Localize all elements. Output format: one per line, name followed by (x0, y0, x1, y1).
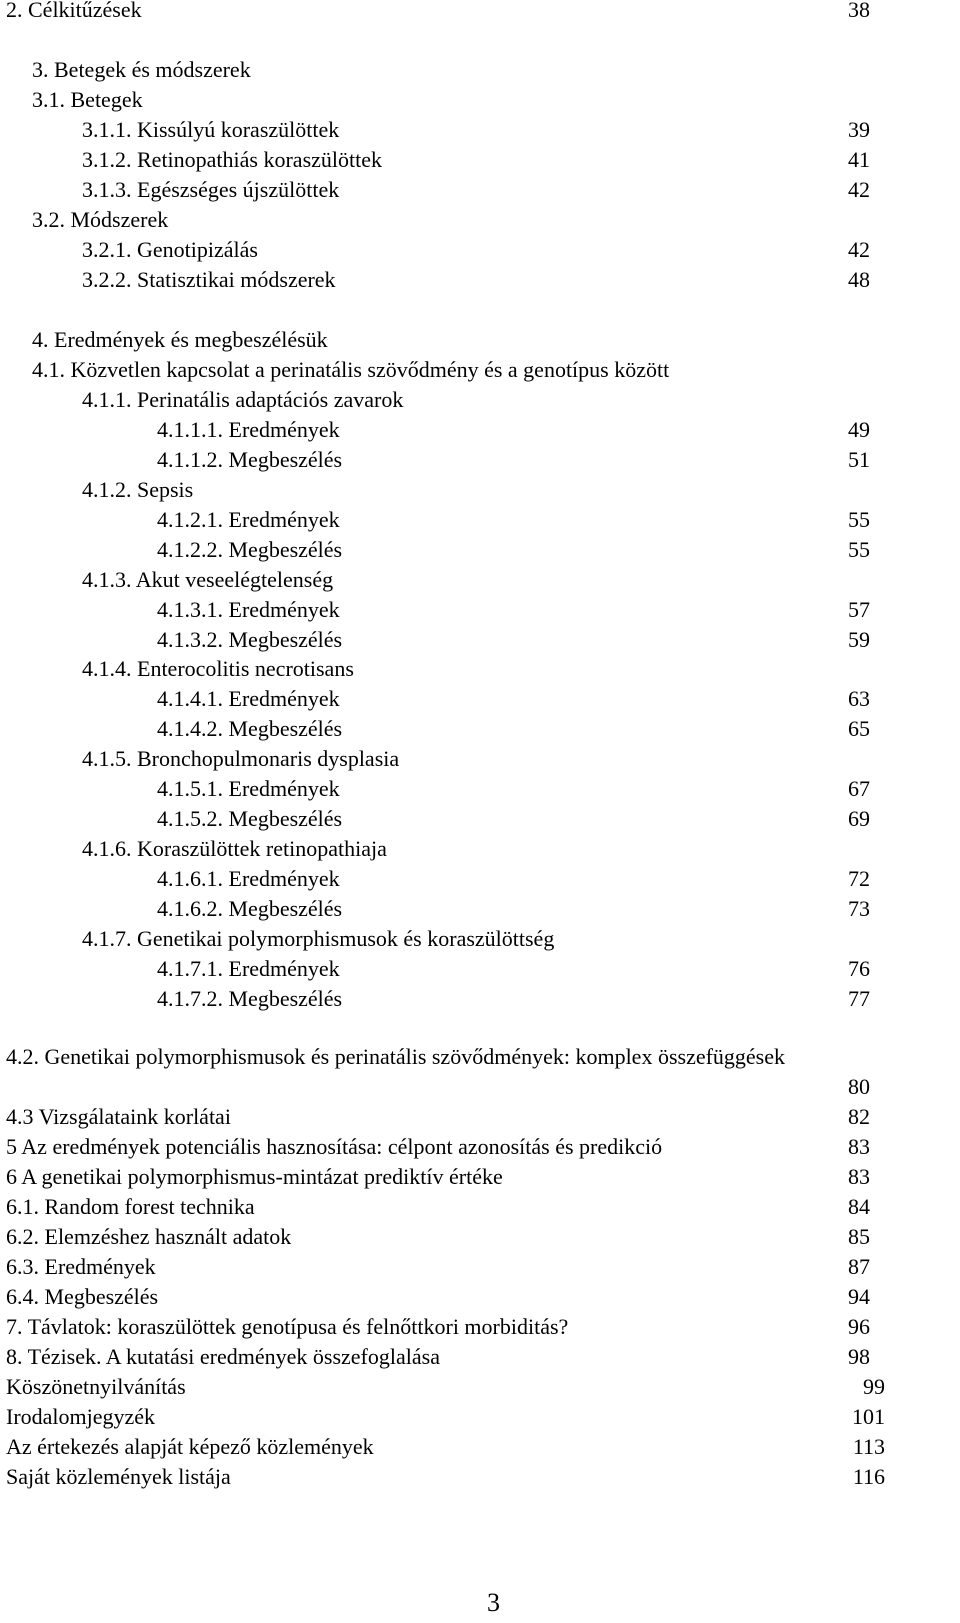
toc-entry-page-number: 55 (848, 507, 870, 532)
toc-entry-page-number: 48 (848, 267, 870, 292)
toc-entry-page-number: 42 (848, 177, 870, 202)
toc-entry-page-number: 63 (848, 686, 870, 711)
toc-entry-page-number: 49 (848, 417, 870, 442)
toc-entry-page-number: 55 (848, 537, 870, 562)
toc-entry-title: 3.1.1. Kissúlyú koraszülöttek (82, 117, 340, 142)
toc-entry-title: 4.1.1.2. Megbeszélés (157, 447, 343, 472)
toc-entry-title: 4.1.4.1. Eredmények (157, 686, 340, 711)
toc-entry-page-number: 77 (848, 986, 870, 1011)
toc-entry-title: 7. Távlatok: koraszülöttek genotípusa és felnőttkori morbiditás? (6, 1314, 569, 1339)
toc-entry-title: 4.1.1. Perinatális adaptációs zavarok (82, 387, 404, 412)
toc-entry-title: 3. Betegek és módszerek (32, 57, 251, 82)
toc-entry-page-number: 98 (848, 1344, 870, 1369)
toc-entry-page-number: 42 (848, 237, 870, 262)
toc-entry-title: 3.1.3. Egészséges újszülöttek (82, 177, 340, 202)
toc-entry-page-number: 38 (848, 0, 870, 22)
toc-entry-title: 3.1.2. Retinopathiás koraszülöttek (82, 147, 382, 172)
toc-entry-title: 4.1.4. Enterocolitis necrotisans (82, 656, 354, 681)
toc-entry-title: 4.1.3.1. Eredmények (157, 597, 340, 622)
toc-entry-page-number: 80 (848, 1074, 870, 1099)
toc-entry-title: 4.1.5.1. Eredmények (157, 776, 340, 801)
toc-entry-page-number: 67 (848, 776, 870, 801)
toc-entry-title: Saját közlemények listája (6, 1464, 231, 1489)
toc-entry-title: 4.1.3. Akut veseelégtelenség (82, 567, 334, 592)
toc-entry-title: 4.1. Közvetlen kapcsolat a perinatális szövődmény és a genotípus között (32, 357, 670, 382)
toc-entry-title: 4.1.1.1. Eredmények (157, 417, 340, 442)
toc-entry-title: 4.2. Genetikai polymorphismusok és perinatális szövődmények: komplex összefüggések (6, 1044, 786, 1069)
toc-entry-page-number: 73 (848, 896, 870, 921)
toc-entry-page-number: 65 (848, 716, 870, 741)
toc-entry-page-number: 39 (848, 117, 870, 142)
toc-entry-title: 4.1.3.2. Megbeszélés (157, 627, 343, 652)
toc-entry-title: 4.1.7.1. Eredmények (157, 956, 340, 981)
page-number: 3 (487, 1588, 500, 1617)
toc-entry-title: 4.1.7.2. Megbeszélés (157, 986, 343, 1011)
toc-entry-title: 2. Célkitűzések (6, 0, 142, 22)
toc-entry-title: Az értekezés alapját képező közlemények (6, 1434, 374, 1459)
toc-entry-page-number: 87 (848, 1254, 870, 1279)
toc-entry-title: 8. Tézisek. A kutatási eredmények összefoglalása (6, 1344, 440, 1369)
toc-entry-title: 4.1.6.1. Eredmények (157, 866, 340, 891)
toc-entry-title: Irodalomjegyzék (6, 1404, 156, 1429)
toc-entry-title: 6.2. Elemzéshez használt adatok (6, 1224, 292, 1249)
toc-entry-title: 6 A genetikai polymorphismus-mintázat prediktív értéke (6, 1164, 503, 1189)
toc-entry-title: 4.1.2.1. Eredmények (157, 507, 340, 532)
toc-entry-page-number: 94 (848, 1284, 870, 1309)
toc-entry-page-number: 72 (848, 866, 870, 891)
toc-entry-page-number: 96 (848, 1314, 870, 1339)
toc-entry-title: 4.1.5.2. Megbeszélés (157, 806, 343, 831)
toc-entry-title: 4.1.6. Koraszülöttek retinopathiaja (82, 836, 387, 861)
toc-entry-title: 4.1.5. Bronchopulmonaris dysplasia (82, 746, 400, 771)
toc-entry-page-number: 41 (848, 147, 870, 172)
toc-entry-page-number: 116 (852, 1464, 885, 1489)
toc-entry-page-number: 85 (848, 1224, 870, 1249)
toc-entry-title: 6.1. Random forest technika (6, 1194, 255, 1219)
toc-entry-page-number: 76 (848, 956, 870, 981)
toc-entry-title: 5 Az eredmények potenciális hasznosítása: célpont azonosítás és predikció (6, 1134, 663, 1159)
toc-entry-title: 6.3. Eredmények (6, 1254, 156, 1279)
toc-entry-page-number: 51 (848, 447, 870, 472)
toc-entry-title: Köszönetnyilvánítás (6, 1374, 186, 1399)
toc-entry-page-number: 99 (863, 1374, 885, 1399)
toc-entry-page-number: 83 (848, 1134, 870, 1159)
toc-entry-page-number: 57 (848, 597, 870, 622)
toc-entry-page-number: 82 (848, 1104, 870, 1129)
toc-entry-title: 6.4. Megbeszélés (6, 1284, 159, 1309)
toc-entry-page-number: 83 (848, 1164, 870, 1189)
toc-entry-page-number: 69 (848, 806, 870, 831)
toc-entry-page-number: 84 (848, 1194, 870, 1219)
toc-entry-title: 4.1.6.2. Megbeszélés (157, 896, 343, 921)
toc-entry-page-number: 113 (852, 1434, 885, 1459)
toc-entry-title: 3.2. Módszerek (32, 207, 169, 232)
toc-entry-page-number: 101 (852, 1404, 885, 1429)
toc-entry-title: 3.1. Betegek (32, 87, 143, 112)
toc-entry-title: 4.1.2.2. Megbeszélés (157, 537, 343, 562)
toc-entry-title: 3.2.2. Statisztikai módszerek (82, 267, 336, 292)
toc-entry-title: 3.2.1. Genotipizálás (82, 237, 258, 262)
toc-entry-title: 4.1.4.2. Megbeszélés (157, 716, 343, 741)
toc-entry-title: 4.1.7. Genetikai polymorphismusok és koraszülöttség (82, 926, 555, 951)
toc-entry-title: 4.3 Vizsgálataink korlátai (6, 1104, 231, 1129)
toc-entry-title: 4. Eredmények és megbeszélésük (32, 327, 328, 352)
toc-entry-title: 4.1.2. Sepsis (82, 477, 194, 502)
toc-entry-page-number: 59 (848, 627, 870, 652)
